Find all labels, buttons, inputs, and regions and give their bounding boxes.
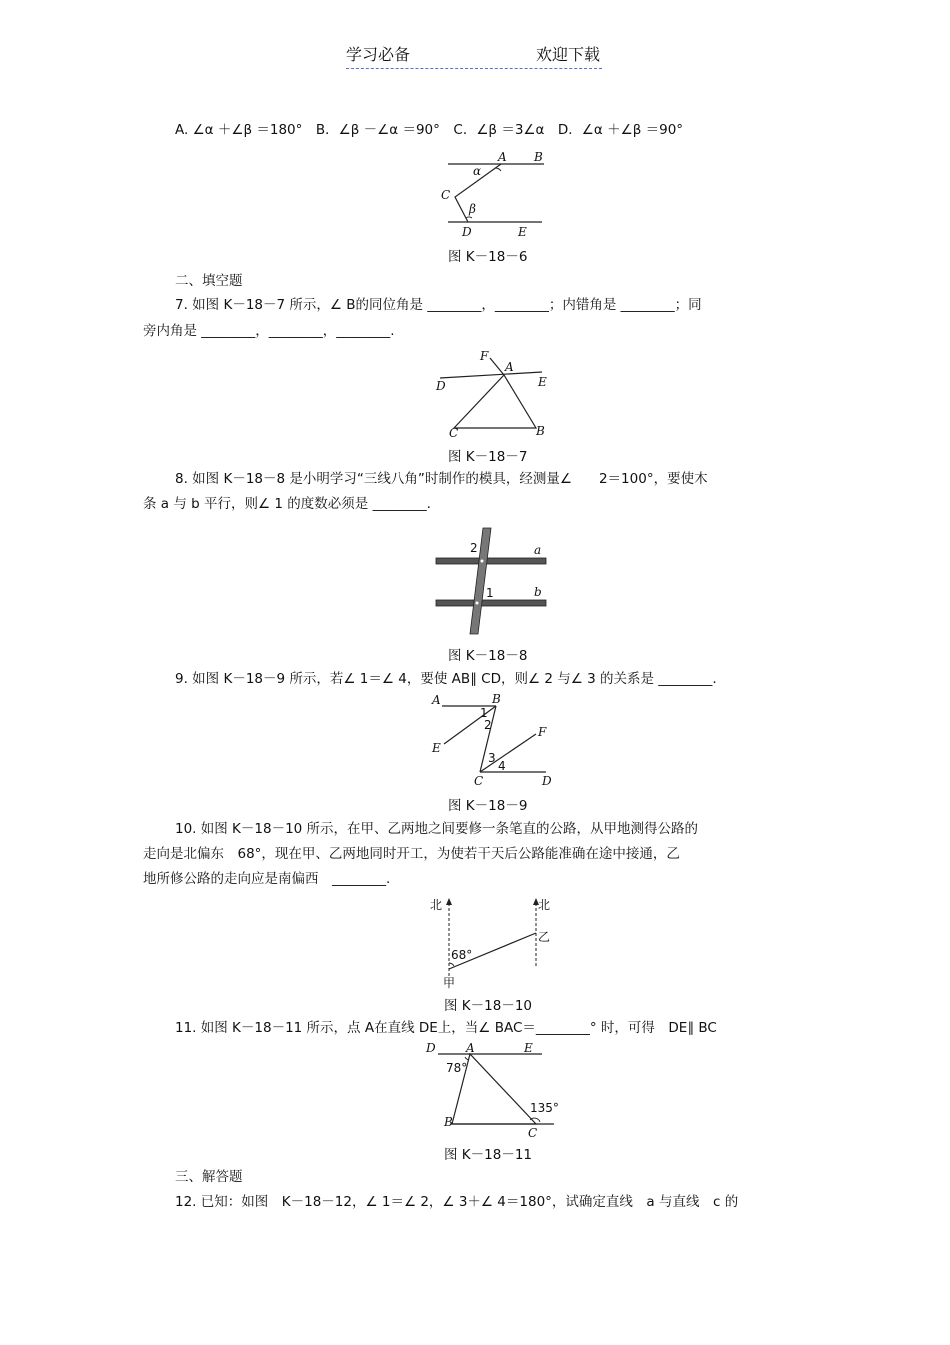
fig8-label-1: 1 bbox=[486, 586, 494, 600]
fig6-label-d: D bbox=[462, 225, 472, 239]
caption-fig10: 图 K－18－10 bbox=[444, 998, 533, 1014]
fig8-label-b: b bbox=[534, 585, 542, 599]
fig10-label-yi: 乙 bbox=[538, 930, 551, 944]
fig11-angle-78: 78° bbox=[446, 1061, 468, 1075]
fig8-label-a: a bbox=[534, 543, 542, 557]
fig9-label-4: 4 bbox=[498, 759, 506, 773]
fig7-label-c: C bbox=[449, 426, 459, 440]
fig10-north-2: 北 bbox=[538, 898, 551, 912]
caption-fig11: 图 K－18－11 bbox=[444, 1147, 533, 1163]
fig9-label-1: 1 bbox=[480, 706, 488, 720]
fig8-label-2: 2 bbox=[470, 541, 478, 555]
q10-line2: 走向是北偏东 68°，现在甲、乙两地同时开工，为使若干天后公路能准确在途中接通，乙 bbox=[143, 846, 680, 862]
fig6-label-e: E bbox=[518, 225, 527, 239]
caption-fig8: 图 K－18－8 bbox=[448, 648, 528, 664]
figure-k18-8 bbox=[430, 522, 555, 638]
q6-options: A. ∠α ＋∠β ＝180° B．∠β －∠α ＝90° C．∠β ＝3∠α D．∠α ＋∠β ＝90° bbox=[175, 122, 684, 138]
fig11-label-c: C bbox=[528, 1126, 538, 1140]
fig7-label-d: D bbox=[436, 379, 446, 393]
fig6-label-alpha: α bbox=[473, 164, 482, 178]
fig11-label-e: E bbox=[524, 1041, 533, 1055]
fig9-label-a: A bbox=[432, 693, 441, 707]
fig7-label-b: B bbox=[536, 424, 545, 438]
section-3-title: 三、解答题 bbox=[175, 1169, 243, 1185]
q12-text: 12. 已知：如图 K－18－12，∠ 1＝∠ 2，∠ 3＋∠ 4＝180°，试确定直线 a 与直线 c 的 bbox=[175, 1194, 739, 1210]
fig11-label-d: D bbox=[426, 1041, 436, 1055]
q8-line1: 8. 如图 K－18－8 是小明学习“三线八角”时制作的模具，经测量∠ 2＝100°，要使木 bbox=[175, 471, 708, 487]
fig9-label-b: B bbox=[492, 692, 501, 706]
fig6-label-b: B bbox=[534, 150, 543, 164]
q11-text: 11. 如图 K－18－11 所示，点 A在直线 DE上，当∠ BAC＝________° 时，可得 DE∥ BC bbox=[175, 1020, 717, 1036]
fig9-label-2: 2 bbox=[484, 718, 492, 732]
fig11-label-b: B bbox=[444, 1115, 453, 1129]
fig6-label-beta: β bbox=[469, 202, 476, 216]
figure-k18-10 bbox=[425, 893, 565, 991]
caption-fig9: 图 K－18－9 bbox=[448, 798, 528, 814]
q10-line3: 地所修公路的走向应是南偏西 ________. bbox=[143, 871, 391, 887]
fig7-label-a: A bbox=[505, 360, 514, 374]
q7-line1: 7. 如图 K－18－7 所示，∠ B的同位角是 ________，________；内错角是 ________；同 bbox=[175, 297, 702, 313]
figure-k18-9 bbox=[428, 692, 558, 790]
q9-text: 9. 如图 K－18－9 所示，若∠ 1＝∠ 4，要使 AB∥ CD，则∠ 2 与∠ 3 的关系是 ________. bbox=[175, 671, 717, 687]
q8-line2: 条 a 与 b 平行，则∠ 1 的度数必须是 ________. bbox=[143, 496, 431, 512]
fig9-label-c: C bbox=[474, 774, 484, 788]
figure-k18-6 bbox=[436, 147, 556, 239]
section-2-title: 二、填空题 bbox=[175, 273, 243, 289]
fig7-label-e: E bbox=[538, 375, 547, 389]
fig9-label-e: E bbox=[432, 741, 441, 755]
fig9-label-d: D bbox=[542, 774, 552, 788]
fig9-label-f: F bbox=[538, 725, 547, 739]
header-left: 学习必备 bbox=[346, 45, 411, 64]
fig10-angle-68: 68° bbox=[451, 948, 473, 962]
fig7-label-f: F bbox=[480, 349, 489, 363]
fig10-north-1: 北 bbox=[430, 898, 443, 912]
fig6-label-a: A bbox=[498, 150, 507, 164]
fig6-label-c: C bbox=[441, 188, 451, 202]
fig9-label-3: 3 bbox=[488, 751, 496, 765]
fig11-label-a: A bbox=[466, 1041, 475, 1055]
q10-line1: 10. 如图 K－18－10 所示，在甲、乙两地之间要修一条笔直的公路，从甲地测得公路的 bbox=[175, 821, 699, 837]
header-right: 欢迎下载 bbox=[535, 45, 600, 64]
figure-k18-11 bbox=[422, 1040, 562, 1138]
fig11-angle-135: 135° bbox=[530, 1101, 559, 1115]
caption-fig6: 图 K－18－6 bbox=[448, 249, 528, 265]
fig10-label-jia: 甲 bbox=[443, 976, 456, 990]
caption-fig7: 图 K－18－7 bbox=[448, 449, 528, 465]
figure-k18-7 bbox=[430, 348, 560, 440]
page-header bbox=[346, 42, 602, 69]
q7-line2: 旁内角是 ________，________，________. bbox=[143, 323, 395, 339]
